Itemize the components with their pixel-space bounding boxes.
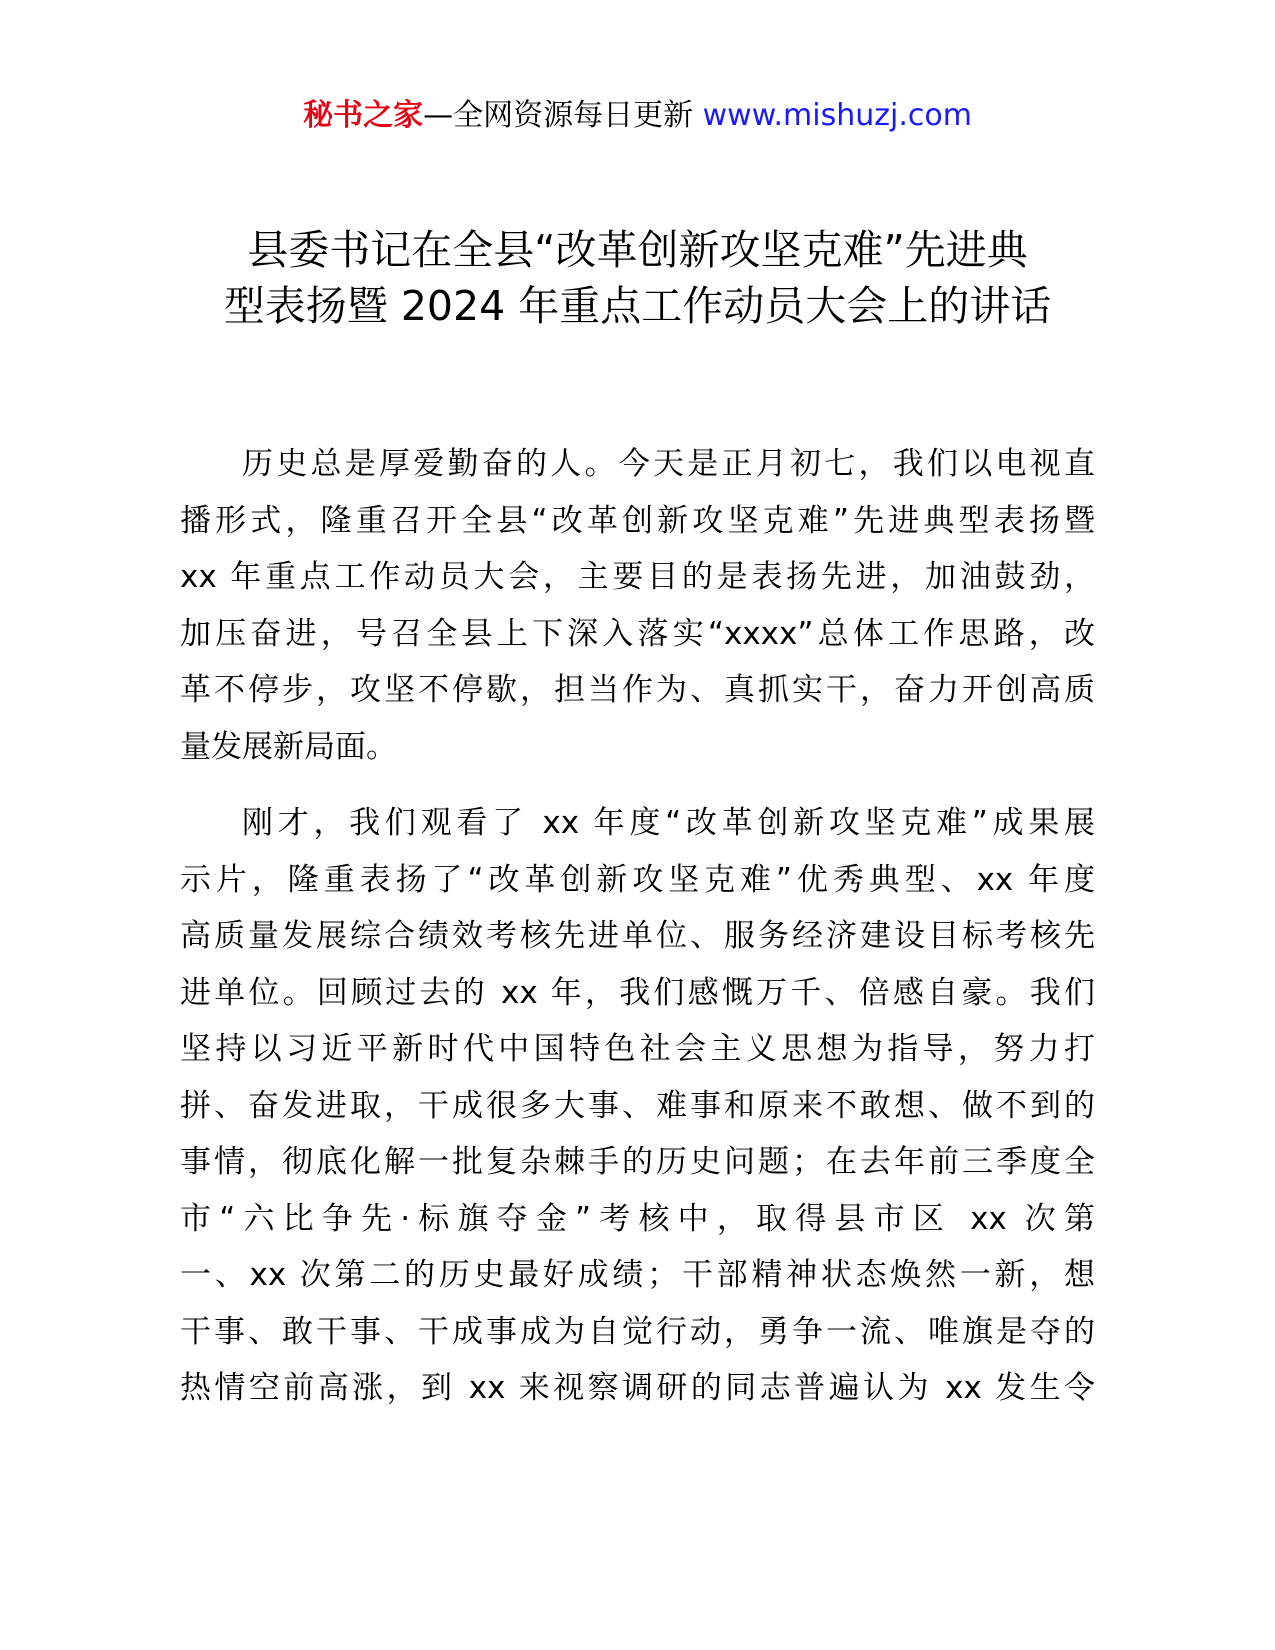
paragraph [180, 795, 1095, 1417]
paragraph-line: 示片，隆重表扬了“改革创新攻坚克难”优秀典型、xx 年度 [180, 861, 1095, 898]
paragraph-line: 事情，彻底化解一批复杂棘手的历史问题；在去年前三季度全 [180, 1144, 1095, 1180]
paragraph-line: 拼、奋发进取，干成很多大事、难事和原来不敢想、做不到的 [180, 1087, 1095, 1124]
paragraph-line: 历史总是厚爱勤奋的人。今天是正月初七，我们以电视直 [242, 446, 1095, 482]
paragraph-line: 刚才，我们观看了 xx 年度“改革创新攻坚克难”成果展 [242, 805, 1095, 841]
site-url-link[interactable]: www.mishuzj.com [702, 98, 972, 133]
document-title [150, 222, 1125, 334]
paragraph [180, 436, 1095, 775]
title-line: 型表扬暨 2024 年重点工作动员大会上的讲话 [223, 282, 1052, 330]
paragraph-line: 热情空前高涨，到 xx 来视察调研的同志普遍认为 xx 发生令 [180, 1370, 1095, 1406]
header-slogan: —全网资源每日更新 [423, 98, 694, 133]
paragraph-line: 市“六比争先·标旗夺金”考核中，取得县市区 xx 次第 [180, 1200, 1095, 1237]
paragraph-line: 进单位。回顾过去的 xx 年，我们感慨万千、倍感自豪。我们 [180, 974, 1095, 1011]
paragraph-line: 高质量发展综合绩效考核先进单位、服务经济建设目标考核先 [180, 918, 1095, 954]
paragraph-line: 播形式，隆重召开全县“改革创新攻坚克难”先进典型表扬暨 [180, 502, 1095, 539]
site-header [0, 96, 1275, 136]
paragraph-line: 加压奋进，号召全县上下深入落实“xxxx”总体工作思路，改 [180, 615, 1095, 652]
paragraph-line: xx 年重点工作动员大会，主要目的是表扬先进，加油鼓劲， [180, 559, 1095, 595]
paragraph-line: 量发展新局面。 [180, 728, 397, 765]
title-line: 县委书记在全县“改革创新攻坚克难”先进典 [247, 226, 1028, 274]
paragraph-line: 干事、敢干事、干成事成为自觉行动，勇争一流、唯旗是夺的 [180, 1313, 1095, 1350]
paragraph-line: 一、xx 次第二的历史最好成绩；干部精神状态焕然一新，想 [180, 1257, 1095, 1293]
paragraph-line: 革不停步，攻坚不停歇，担当作为、真抓实干，奋力开创高质 [180, 672, 1095, 708]
brand-name: 秘书之家 [303, 98, 424, 133]
document-body [180, 436, 1095, 1437]
paragraph-line: 坚持以习近平新时代中国特色社会主义思想为指导，努力打 [180, 1031, 1095, 1067]
